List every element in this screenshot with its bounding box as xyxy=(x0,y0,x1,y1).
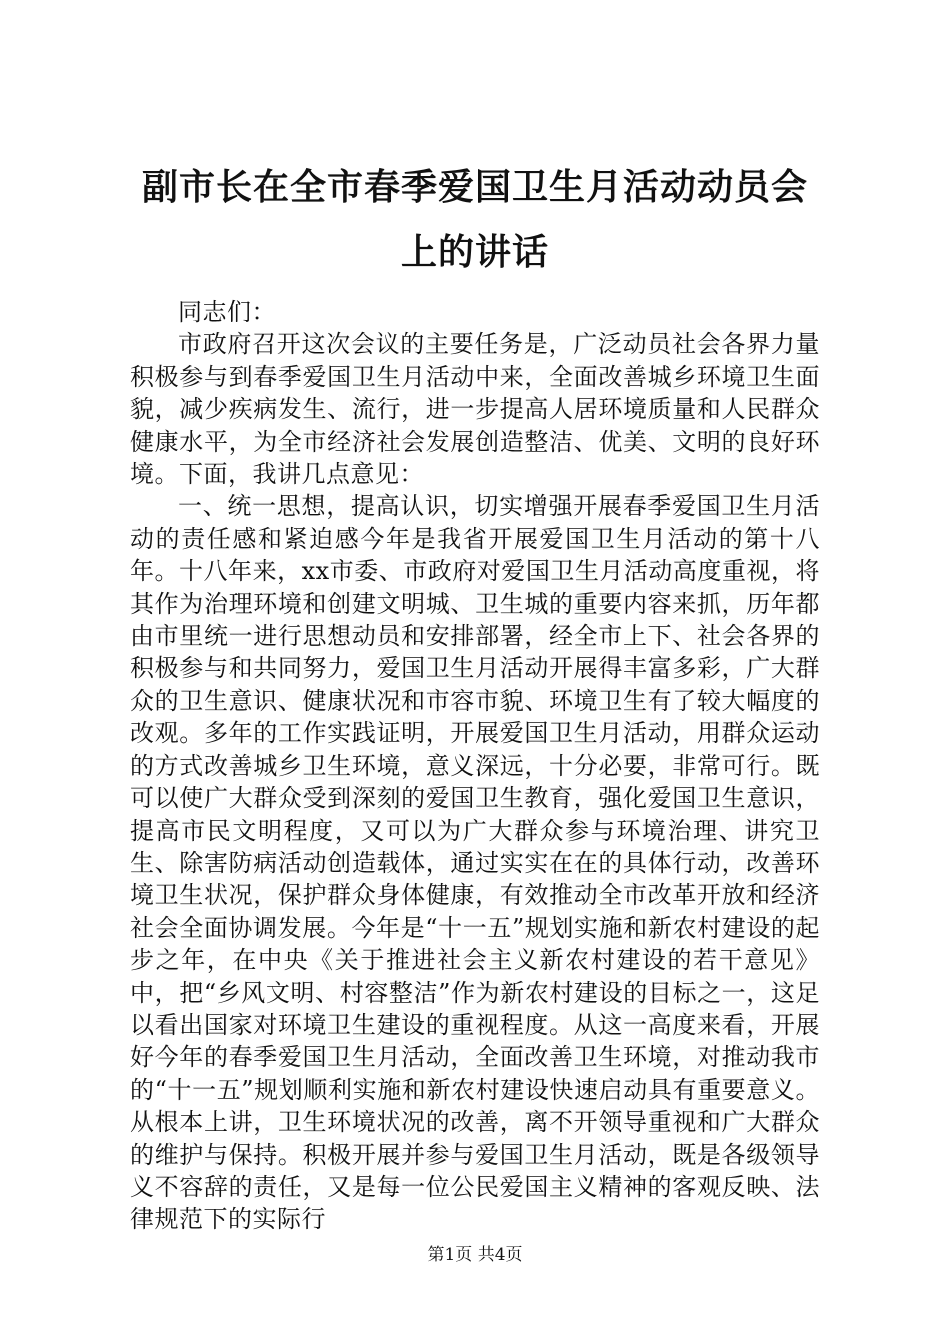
paragraph-intro: 市政府召开这次会议的主要任务是，广泛动员社会各界力量积极参与到春季爱国卫生月活动中来，全面改善城乡环境卫生面貌，减少疾病发生、流行，进一步提高人居环境质量和人民群众健康水平，为全市经济社会发展创造整洁、优美、文明的良好环境。下面，我讲几点意见： xyxy=(130,330,820,489)
document-title: 副市长在全市春季爱国卫生月活动动员会上的讲话 xyxy=(141,167,808,273)
document-body xyxy=(130,296,820,1236)
salutation: 同志们： xyxy=(178,298,276,326)
page-number-footer: 第1页 共4页 xyxy=(427,1245,523,1265)
paragraph-section-one: 一、统一思想，提高认识，切实增强开展春季爱国卫生月活动的责任感和紧迫感今年是我省开展爱国卫生月活动的第十八年。十八年来，xx市委、市政府对爱国卫生月活动高度重视，将其作为治理环境和创建文明城、卫生城的重要内容来抓，历年都由市里统一进行思想动员和安排部署，经全市上下、社会各界的积极参与和共同努力，爱国卫生月活动开展得丰富多彩，广大群众的卫生意识、健康状况和市容市貌、环境卫生有了较大幅度的改观。多年的工作实践证明，开展爱国卫生月活动，用群众运动的方式改善城乡卫生环境，意义深远，十分必要，非常可行。既可以使广大群众受到深刻的爱国卫生教育，强化爱国卫生意识，提高市民文明程度，又可以为广大群众参与环境治理、讲究卫生、除害防病活动创造载体，通过实实在在的具体行动，改善环境卫生状况，保护群众身体健康，有效推动全市改革开放和经济社会全面协调发展。今年是“十一五”规划实施和新农村建设的起步之年，在中央《关于推进社会主义新农村建设的若干意见》中，把“乡风文明、村容整洁”作为新农村建设的目标之一，这足以看出国家对环境卫生建设的重视程度。从这一高度来看，开展好今年的春季爱国卫生月活动，全面改善卫生环境，对推动我市的“十一五”规划顺利实施和新农村建设快速启动具有重要意义。从根本上讲，卫生环境状况的改善，离不开领导重视和广大群众的维护与保持。积极开展并参与爱国卫生月活动，既是各级领导义不容辞的责任，又是每一位公民爱国主义精神的客观反映、法律规范下的实际行 xyxy=(130,492,820,1234)
